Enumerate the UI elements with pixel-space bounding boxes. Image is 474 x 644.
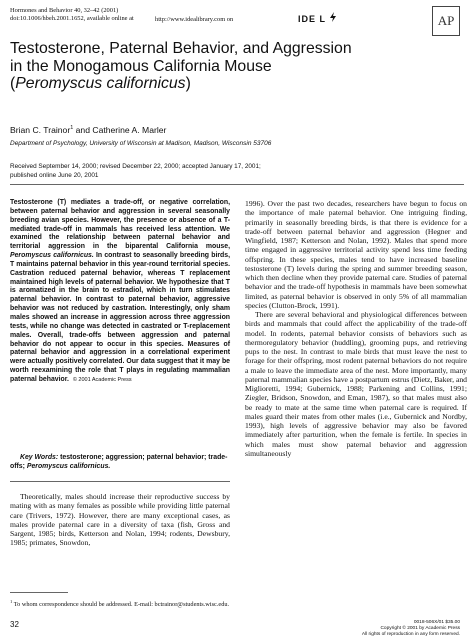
right-column <box>245 199 467 458</box>
abstract-divider <box>10 481 230 482</box>
body-paragraph-2: There are several behavioral and physiological differences between birds and mammals that could affect the applicability of the trade-off model. In rodents, paternal behavior consists of behaviors such as thermoregulatory behavior (huddling), grooming pups, and retrieving pups to the nest. In contrast to male birds that must leave the nest to forage for their offspring, most rodent paternal behaviors do not require a male to leave the immediate area of the nest. More importantly, many paternal mammalian species have a postpartum estrus (Dietz, Baker, and Miglioretti, 1994; Gubernick, 1988; Parkening and Collins, 1991; Ziegler, Bridson, Snowdon, and Eman, 1987), so that males must also be ready to mate at the same time when paternal care is required. If males guard their mates from other males (i.e., Gubernick and Nordby, 1993), high levels of aggressive behavior may also be favored immediately after parturition, when the female is fertile. In species in which males must show paternal behavior and aggression simultaneously <box>245 310 467 458</box>
keywords-text: testosterone; aggression; paternal behavior; trade-offs; <box>10 454 228 470</box>
intro-paragraph: Theoretically, males should increase their reproductive success by mating with as many females as possible while providing little paternal care (Trivers, 1972). However, there are many exceptional cases, as males provide paternal care in a diversity of taxa (fish, Gross and Sargent, 1985; birds, Ketterson and Nolan, 1994; rodents, Dewsbury, 1985; primates, Snowdon, <box>10 492 230 548</box>
journal-citation-text: Hormones and Behavior 40, 32–42 (2001) <box>10 7 119 14</box>
published-line: published online June 20, 2001 <box>10 172 99 179</box>
article-title <box>10 40 450 93</box>
keywords <box>10 454 230 472</box>
abstract-copyright: © 2001 Academic Press <box>72 376 132 383</box>
abstract-text-1: Testosterone (T) mediates a trade-off, or negative correlation, between paternal behavior and aggression in several seasonally breeding avian species. However, the presence or absence of a T-mediated trade-off in mammals has received less attention. We examined the relationship between paternal behavior and territorial aggression in the biparental California mouse, <box>10 199 230 251</box>
article-dates <box>10 162 410 180</box>
header-divider <box>10 184 464 185</box>
species-name: Peromyscus californicus <box>15 75 186 92</box>
publisher-footer <box>336 620 460 638</box>
lightning-icon <box>329 12 337 22</box>
author-list <box>10 125 166 135</box>
title-line-1: Testosterone, Paternal Behavior, and Aggression <box>10 40 352 57</box>
library-url-link[interactable]: http://www.idealibrary.com on <box>155 15 234 23</box>
affiliation: Department of Psychology, University of Wisconsin at Madison, Madison, Wisconsin 53706 <box>10 140 272 147</box>
abstract-text-2: In contrast to seasonally breeding birds, T maintains paternal behavior in this year-round territorial species. Castration reduced paternal behavior, whereas T replacement maintained high levels of paternal behavior. We hypothesize that T is aromatized in the brain to estradiol, which in turn stimulates paternal behavior. In contrast to paternal behavior, aggressive behavior was not reduced by castration. Interestingly, only sham males showed an increase in aggression across three aggression tests, while no change was detected in castrated or T-replacement males. Overall, trade-offs between aggression and paternal behavior do not appear to occur in this species. Measures of paternal behavior and aggression in a correlational experiment were actually positively correlated. Our data suggest that it may be worth reexamining the role that T plays in regulating mammalian paternal behavior. <box>10 252 230 383</box>
abstract-species: Peromyscus californicus. <box>10 252 94 260</box>
received-line: Received September 14, 2000; revised December 22, 2000; accepted January 17, 2001; <box>10 163 261 170</box>
title-paren-open: ( <box>10 75 16 92</box>
author-2: and Catherine A. Marler <box>73 125 167 135</box>
title-line-2: in the Monogamous California Mouse <box>10 57 272 75</box>
ideal-logo-text: IDE L <box>298 14 326 24</box>
ideal-logo <box>298 12 337 24</box>
abstract <box>10 199 230 385</box>
page-number: 32 <box>10 620 19 629</box>
doi-line: doi:10.1006/hbeh.2001.1652, available online at <box>10 15 134 23</box>
title-line-3 <box>10 75 450 93</box>
keywords-species: Peromyscus californicus. <box>26 462 111 470</box>
footnote-divider <box>10 592 68 593</box>
publisher-logo: AP <box>432 6 460 36</box>
footnote-marker[interactable]: 1 <box>70 125 74 132</box>
footer-copyright: Copyright © 2001 by Academic Press <box>380 626 460 631</box>
issn-price: 0018-506X/01 $35.00 <box>413 620 460 625</box>
body-paragraph-1: 1996). Over the past two decades, researchers have begun to focus on the importance of male paternal behavior. One intriguing finding, primarily in seasonally breeding birds, is that there is evidence for a trade-off between paternal behavior and aggression (Hegner and Wingfield, 1987; Ketterson and Nolan, 1992). Males that spend more time engaged in aggressive territorial activity spend less time feeding offspring. In these species, males tend to have increased baseline testosterone (T) levels during the spring and summer breeding season, which then decline when they provide paternal care. Studies of paternal behavior and the trade-off hypothesis in mammals have been somewhat limited, as paternal behavior is observed in only 5% of all mammalian species (Clutton-Brock, 1991). <box>245 199 467 310</box>
title-paren-close: ) <box>185 75 191 92</box>
footnote <box>10 598 230 609</box>
footnote-number: 1 <box>10 599 13 604</box>
keywords-label: Key Words: <box>20 454 59 461</box>
footer-rights: All rights of reproduction in any form reserved. <box>361 632 460 637</box>
author-1: Brian C. Trainor <box>10 125 71 135</box>
footnote-text: To whom correspondence should be addressed. E-mail: bctrainor@students.wisc.edu. <box>12 601 230 609</box>
